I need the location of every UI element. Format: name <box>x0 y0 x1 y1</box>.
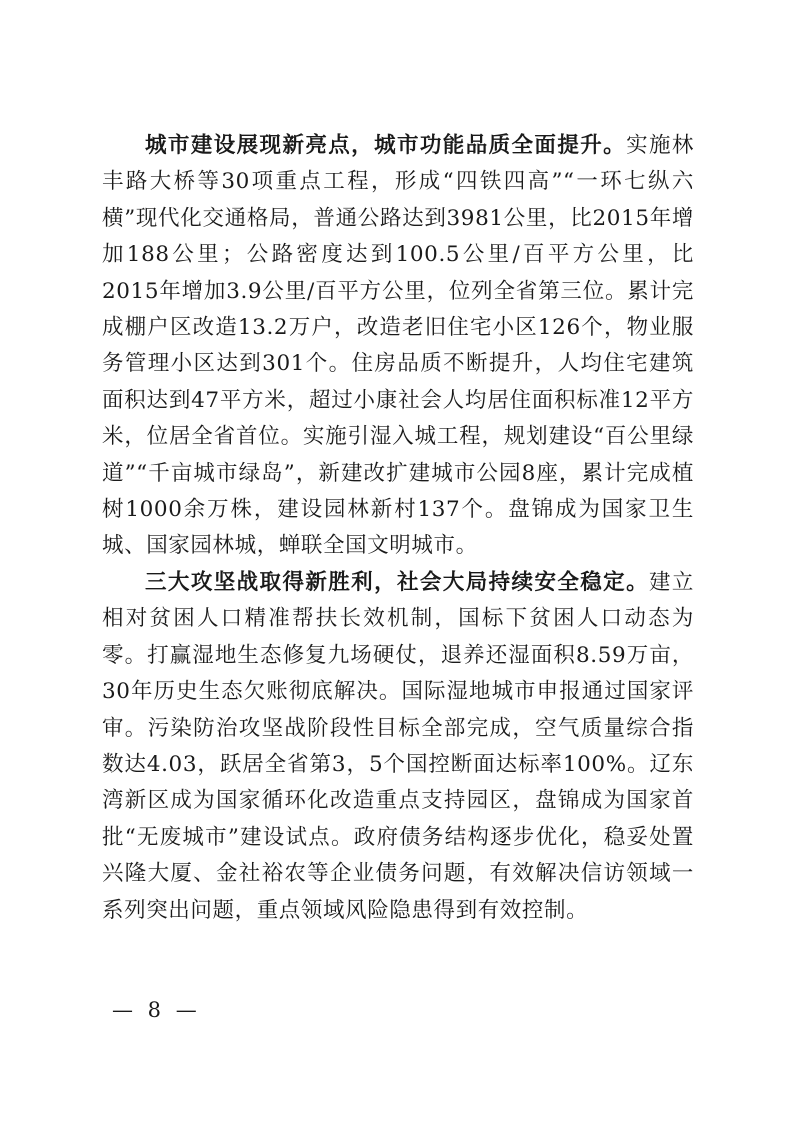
paragraph-three-battles <box>102 565 694 929</box>
paragraph-heading: 三大攻坚战取得新胜利，社会大局持续安全稳定。 <box>145 569 649 595</box>
paragraph-body: 建立相对贫困人口精准帮扶长效机制，国标下贫困人口动态为零。打赢湿地生态修复九场硬仗，退养还湿面积8.59万亩，30年历史生态欠账彻底解决。国际湿地城市申报通过国家评审。污染防治攻坚战阶段性目标全部完成，空气质量综合指数达4.03，跃居全省第3，5个国控断面达标率100%。辽东湾新区成为国家循环化改造重点支持园区，盘锦成为国家首批“无废城市”建设试点。政府债务结构逐步优化，稳妥处置兴隆大厦、金社裕农等企业债务问题，有效解决信访领域一系列突出问题，重点领域风险隐患得到有效控制。 <box>102 569 695 923</box>
paragraph-body: 实施林丰路大桥等30项重点工程，形成“四铁四高”“一环七纵六横”现代化交通格局，普通公路达到3981公里，比2015年增加188公里；公路密度达到100.5公里/百平方公里，比2015年增加3.9公里/百平方公里，位列全省第三位。累计完成棚户区改造13.2万户，改造老旧住宅小区126个，物业服务管理小区达到301个。住房品质不断提升，人均住宅建筑面积达到47平方米，超过小康社会人均居住面积标准12平方米，位居全省首位。实施引湿入城工程，规划建设“百公里绿道”“千亩城市绿岛”，新建改扩建城市公园8座，累计完成植树1000余万株，建设园林新村137个。盘锦成为国家卫生城、国家园林城，蝉联全国文明城市。 <box>102 133 694 559</box>
paragraph-urban-construction <box>102 128 694 565</box>
paragraph-heading: 城市建设展现新亮点，城市功能品质全面提升。 <box>145 133 627 158</box>
page-number: — 8 — <box>112 998 201 1022</box>
body-text <box>102 128 694 929</box>
